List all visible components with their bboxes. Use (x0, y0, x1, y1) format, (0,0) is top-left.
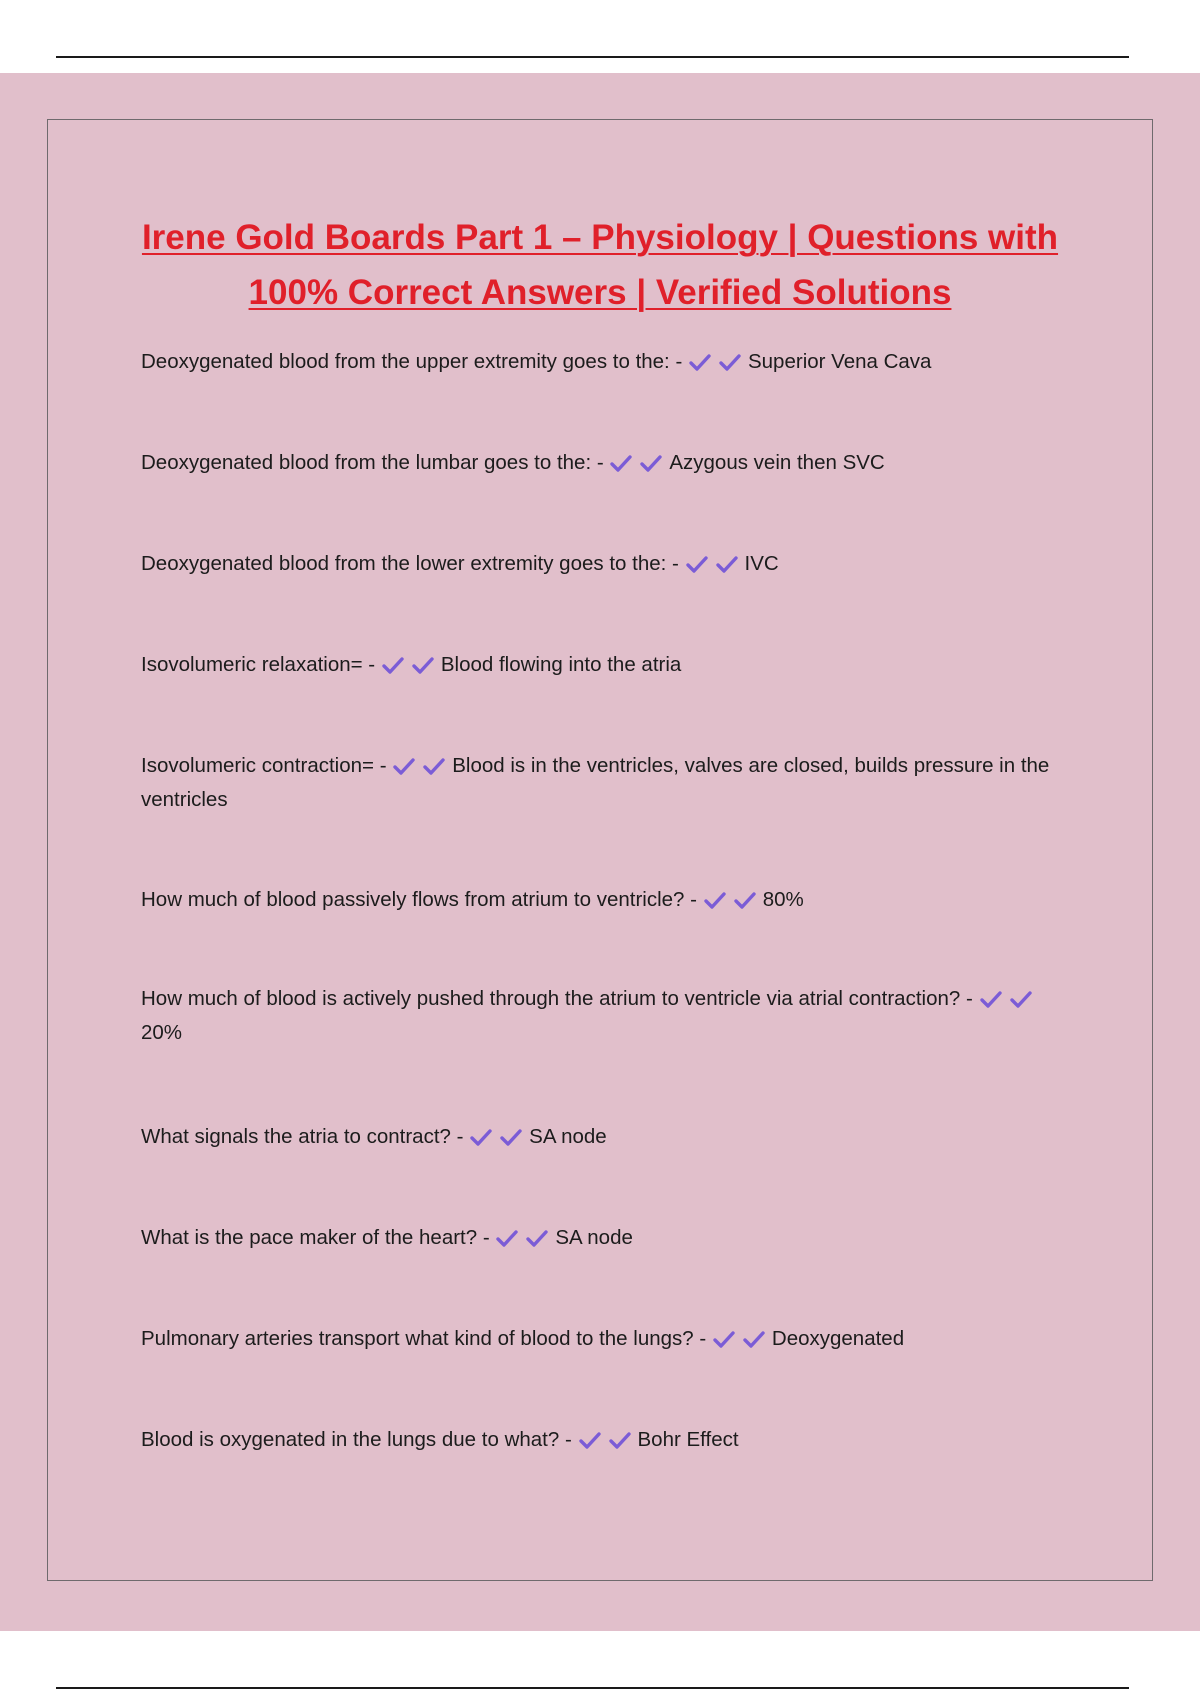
checkmark-icon (712, 1329, 736, 1349)
answer-text: Blood flowing into the atria (440, 653, 682, 676)
checkmark-icon (609, 453, 633, 473)
checkmark-icon (742, 1329, 766, 1349)
answer-text: 20% (141, 1021, 183, 1044)
question-text: Deoxygenated blood from the lower extremity goes to the: - (141, 552, 685, 575)
checkmark-icon (499, 1127, 523, 1147)
header-rule (56, 56, 1129, 58)
checkmark-icon (703, 890, 727, 910)
qa-item (141, 749, 1076, 817)
qa-item (141, 648, 1076, 682)
qa-item (141, 883, 1076, 917)
checkmark-icon (733, 890, 757, 910)
answer-text: Superior Vena Cava (747, 350, 932, 373)
question-text: What signals the atria to contract? - (141, 1125, 470, 1148)
qa-item (141, 345, 1076, 379)
qa-item (141, 547, 1076, 581)
answer-text: Deoxygenated (771, 1327, 905, 1350)
checkmark-icon (685, 554, 709, 574)
checkmark-icon (718, 352, 742, 372)
question-text: What is the pace maker of the heart? - (141, 1226, 496, 1249)
question-text: Deoxygenated blood from the upper extremity goes to the: - (141, 350, 688, 373)
answer-text: SA node (529, 1125, 607, 1148)
footer-rule (56, 1687, 1129, 1689)
qa-item (141, 1120, 1076, 1154)
question-text: Isovolumeric contraction= - (141, 754, 393, 777)
question-text: Deoxygenated blood from the lumbar goes to the: - (141, 451, 610, 474)
qa-item (141, 1322, 1076, 1356)
answer-text: 80% (762, 888, 804, 911)
checkmark-icon (1009, 989, 1033, 1009)
question-text: How much of blood passively flows from atrium to ventricle? - (141, 888, 703, 911)
checkmark-icon (525, 1228, 549, 1248)
answer-text: Bohr Effect (637, 1428, 739, 1451)
checkmark-icon (411, 655, 435, 675)
checkmark-icon (422, 756, 446, 776)
question-text: Pulmonary arteries transport what kind of blood to the lungs? - (141, 1327, 712, 1350)
content-frame (47, 119, 1153, 1581)
answer-text: SA node (555, 1226, 633, 1249)
question-text: Blood is oxygenated in the lungs due to what? - (141, 1428, 578, 1451)
checkmark-icon (381, 655, 405, 675)
answer-text: Azygous vein then SVC (669, 451, 885, 474)
checkmark-icon (469, 1127, 493, 1147)
checkmark-icon (639, 453, 663, 473)
question-text: How much of blood is actively pushed through the atrium to ventricle via atrial contraction? - (141, 987, 979, 1010)
qa-item (141, 446, 1076, 480)
checkmark-icon (979, 989, 1003, 1009)
qa-item (141, 1221, 1076, 1255)
document-title: Irene Gold Boards Part 1 – Physiology | Questions with 100% Correct Answers | Verified Solutions (141, 218, 1059, 312)
checkmark-icon (495, 1228, 519, 1248)
question-text: Isovolumeric relaxation= - (141, 653, 381, 676)
checkmark-icon (715, 554, 739, 574)
checkmark-icon (688, 352, 712, 372)
qa-item (141, 982, 1076, 1050)
answer-text: IVC (744, 552, 779, 575)
qa-item (141, 1423, 1076, 1457)
answer-text: Blood is in the ventricles, valves are closed, builds pressure in the ventricles (141, 754, 1050, 811)
checkmark-icon (608, 1430, 632, 1450)
checkmark-icon (578, 1430, 602, 1450)
checkmark-icon (392, 756, 416, 776)
